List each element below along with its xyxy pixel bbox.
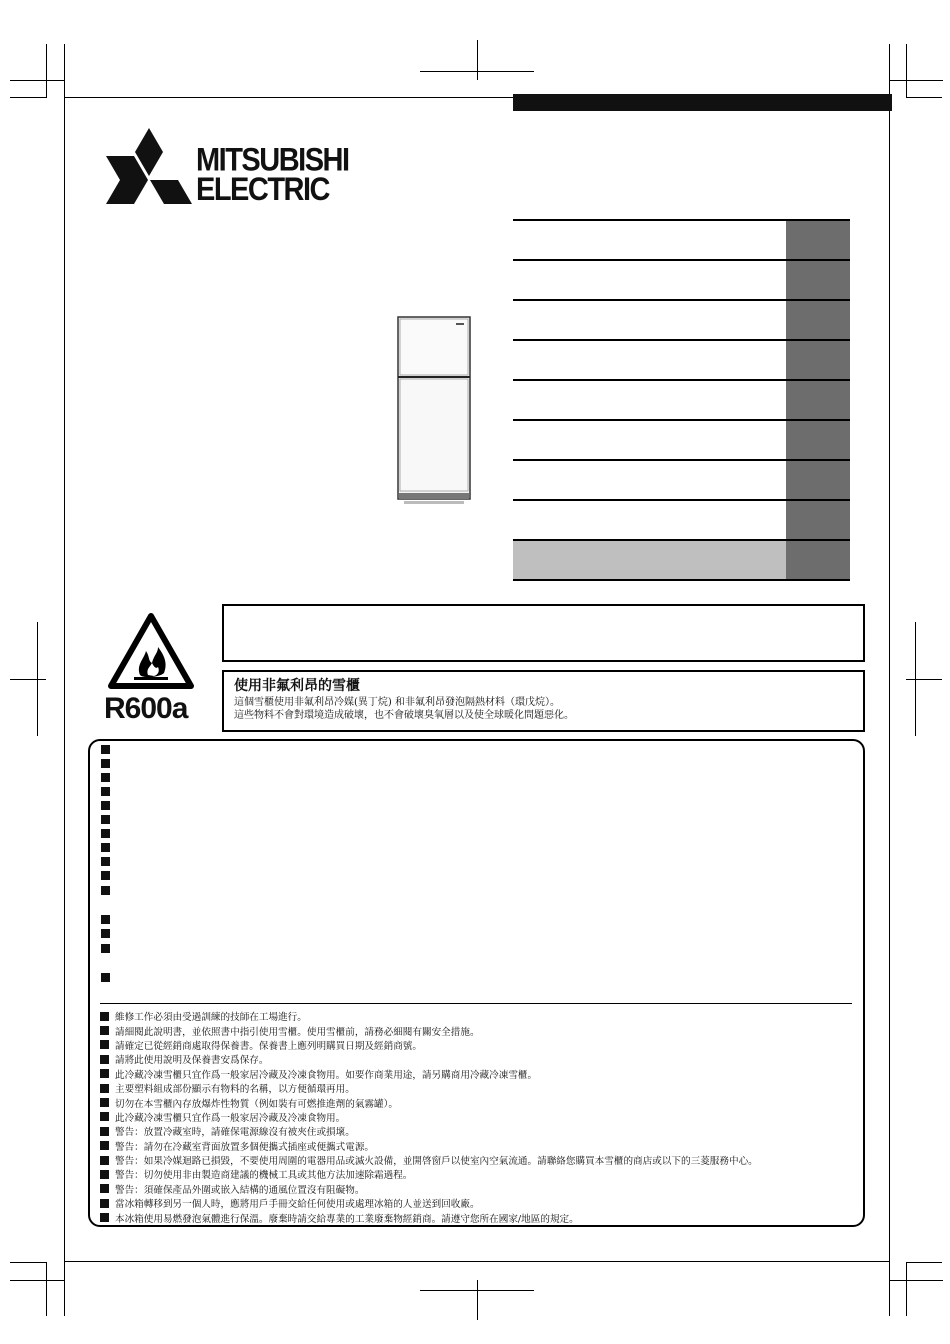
bullet-square-icon (100, 1084, 109, 1093)
page-tab (786, 501, 850, 539)
safety-notes-list (100, 1009, 860, 1225)
list-item: 主要塑料組成部份顯示有物料的名稱，以方便循環再用。 (100, 1081, 860, 1095)
list-item: 警告：如果冷媒迴路已損毀，不要使用周圍的電器用品或滅火設備，並開啓窗戶以使室內空氣流通。請聯絡您購買本雪櫃的商店或以下的三菱服務中心。 (100, 1153, 860, 1167)
refrigerant-code: R600a (104, 692, 188, 725)
refrigerant-info-box (222, 670, 865, 732)
bullet-square-icon (101, 801, 110, 810)
bullet-square-icon (100, 1156, 109, 1165)
bullet-square-icon (101, 787, 110, 796)
page-tab (786, 541, 850, 579)
bullet-square-icon (101, 871, 110, 880)
bullet-square-icon (101, 759, 110, 768)
page-tab (786, 421, 850, 459)
bullet-square-icon (100, 1040, 109, 1049)
list-item: 警告：請勿在冷藏室背面放置多個便攜式插座或便攜式電源。 (100, 1139, 860, 1153)
bullet-square-icon (101, 843, 110, 852)
bullet-square-icon (100, 1112, 109, 1121)
bullet-square-icon (101, 745, 110, 754)
page-tab (786, 221, 850, 259)
brand-line-1: MITSUBISHI (196, 142, 349, 179)
bullet-square-icon (101, 773, 110, 782)
brand-line-2: ELECTRIC (196, 171, 329, 208)
bullet-square-icon (100, 1170, 109, 1179)
list-item: 請細閱此說明書，並依照書中指引使用雪櫃。使用雪櫃前，請務必細閱有關安全措施。 (100, 1023, 860, 1037)
contents-row (513, 379, 850, 419)
list-item: 請確定已從經銷商處取得保養書。保養書上應列明購買日期及經銷商號。 (100, 1038, 860, 1052)
list-item: 此冷藏冷凍雪櫃只宜作爲一般家居冷藏及冷凍食物用。如要作商業用途，請另購商用冷藏冷凍雪櫃。 (100, 1067, 860, 1081)
flammable-warning-icon (108, 613, 194, 689)
list-item: 警告：切勿使用非由製造商建議的機械工具或其他方法加速除霜過程。 (100, 1167, 860, 1181)
refrigerator-illustration (396, 315, 472, 505)
refrigerant-title: 使用非氟利昂的雪櫃 (234, 678, 360, 694)
list-item: 請將此使用說明及保養書安爲保存。 (100, 1052, 860, 1066)
bullet-square-icon (101, 973, 110, 982)
bullet-square-icon (100, 1026, 109, 1035)
bullet-square-icon (101, 929, 110, 938)
page-tab (786, 341, 850, 379)
list-item: 切勿在本雪櫃內存放爆炸性物質（例如裝有可燃推進劑的氣霧罐）。 (100, 1095, 860, 1109)
bullet-square-icon (100, 1069, 109, 1078)
contents-row (513, 299, 850, 339)
bullet-square-icon (101, 815, 110, 824)
brand-name (196, 142, 349, 208)
bullet-square-icon (100, 1055, 109, 1064)
header-bar (513, 94, 892, 111)
contents-table (513, 219, 850, 581)
three-diamonds-logo-icon (106, 128, 192, 204)
bullet-square-icon (101, 829, 110, 838)
blank-notice-box (222, 604, 865, 662)
bullet-square-icon (100, 1012, 109, 1021)
contents-row (513, 419, 850, 459)
contents-row (513, 259, 850, 299)
page-tab (786, 261, 850, 299)
contents-row (513, 219, 850, 259)
bullet-square-icon (101, 944, 110, 953)
bullet-square-icon (101, 886, 110, 895)
list-item: 警告：須確保產品外圍或嵌入結構的通風位置沒有阻礙物。 (100, 1182, 860, 1196)
bullet-square-icon (100, 1184, 109, 1193)
bullet-square-icon (100, 1141, 109, 1150)
notice-separator (100, 1003, 852, 1004)
bullet-square-icon (100, 1199, 109, 1208)
page-tab (786, 381, 850, 419)
contents-row (513, 499, 850, 539)
contents-row-shaded (513, 539, 850, 581)
contents-row (513, 459, 850, 499)
bullet-square-icon (100, 1127, 109, 1136)
contents-row (513, 339, 850, 379)
bullet-square-icon (101, 915, 110, 924)
bullet-square-icon (100, 1213, 109, 1222)
bullet-square-icon (101, 857, 110, 866)
list-item: 當冰箱轉移到另一個人時，應將用戶手冊交給任何使用或處理冰箱的人並送到回收廠。 (100, 1196, 860, 1210)
page-tab (786, 461, 850, 499)
bullet-square-icon (100, 1098, 109, 1107)
page-tab (786, 301, 850, 339)
list-item: 警告：放置冷藏室時，請確保電源線沒有被夾住或損壞。 (100, 1124, 860, 1138)
list-item: 維修工作必須由受過訓練的技師在工場進行。 (100, 1009, 860, 1023)
list-item: 此冷藏冷凍雪櫃只宜作爲一般家居冷藏及冷凍食物用。 (100, 1110, 860, 1124)
list-item: 本冰箱使用易燃發泡氣體進行保溫。廢棄時請交給專業的工業廢棄物經銷商。請遵守您所在國家/地區的規定。 (100, 1210, 860, 1224)
refrigerant-line-2: 這些物料不會對環境造成破壞，也不會破壞臭氧層以及使全球暖化問題惡化。 (234, 710, 574, 721)
refrigerant-line-1: 這個雪櫃使用非氟利昂冷媒(異丁烷) 和非氟利昂發泡隔熱材料（環戊烷）。 (234, 697, 560, 708)
